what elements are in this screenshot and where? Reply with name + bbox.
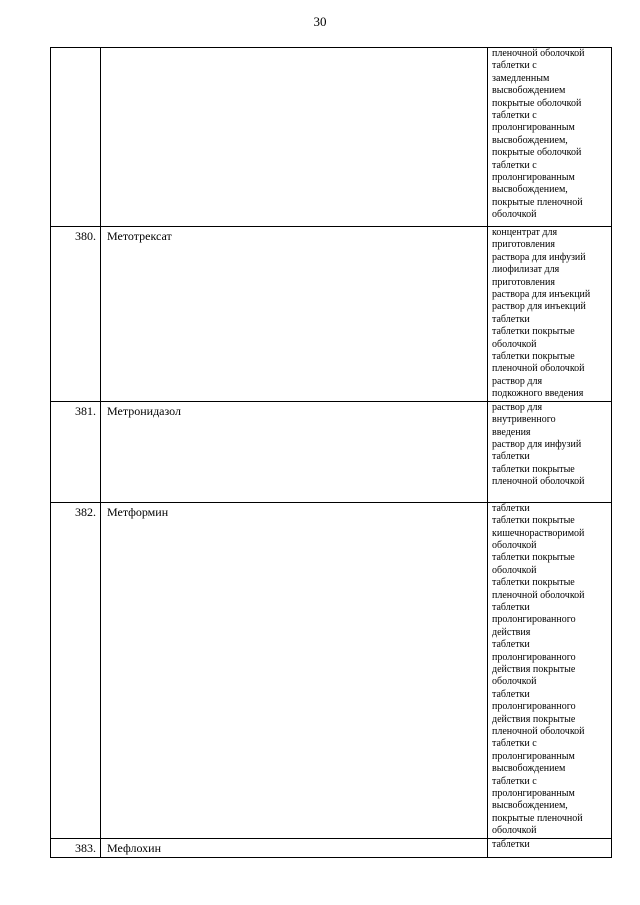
dosage-form-line: пролонгированного [492, 651, 576, 663]
dosage-form-line: таблетки с [492, 60, 537, 72]
dosage-form-line: внутривенного [492, 414, 556, 426]
dosage-form-line: таблетки покрытые [492, 515, 575, 527]
dosage-form-line: пленочной оболочкой [492, 48, 585, 59]
dosage-form-line: пролонгированным [492, 750, 575, 762]
dosage-form-line: высвобождением, [492, 800, 568, 812]
dosage-form-line: оболочкой [492, 564, 537, 576]
dosage-form-line: лиофилизат для [492, 264, 560, 276]
dosage-form-line: оболочкой [492, 676, 537, 688]
page-number: 30 [313, 14, 327, 29]
dosage-form-line: раствор для инфузий [492, 438, 582, 450]
dosage-form-line: пленочной оболочкой [492, 726, 585, 737]
dosage-form-line: раствор для [492, 375, 543, 387]
dosage-forms [488, 48, 612, 227]
dosage-form-line: концентрат для [492, 227, 558, 238]
dosage-form-line: пролонгированного [492, 614, 576, 626]
dosage-form-line: высвобождением [492, 85, 566, 97]
dosage-form-line: пленочной оболочкой [492, 476, 585, 488]
dosage-form-line: пролонгированного [492, 701, 576, 713]
dosage-form-line: высвобождением, [492, 184, 568, 196]
drug-name: Метформин [101, 502, 488, 838]
table-row [51, 838, 612, 857]
dosage-form-line: раствора для инъекций [492, 289, 591, 301]
dosage-forms [488, 401, 612, 502]
dosage-form-line: действия покрытые [492, 663, 576, 675]
row-number: 382. [51, 502, 101, 838]
dosage-forms [488, 502, 612, 838]
drug-table-body [51, 48, 612, 858]
dosage-form-line: приготовления [492, 276, 555, 288]
table-row [51, 401, 612, 502]
dosage-form-line: кишечнорастворимой [492, 527, 585, 539]
dosage-form-line: оболочкой [492, 338, 537, 350]
row-number: 380. [51, 227, 101, 402]
dosage-form-line: покрытые оболочкой [492, 97, 582, 109]
table-row [51, 227, 612, 402]
dosage-form-line: таблетки [492, 451, 530, 463]
dosage-form-line: действия покрытые [492, 713, 576, 725]
dosage-form-line: замедленным [492, 72, 550, 84]
dosage-form-line: таблетки с [492, 775, 537, 787]
dosage-form-line: таблетки покрытые [492, 351, 575, 363]
dosage-form-line: таблетки покрытые [492, 463, 575, 475]
dosage-form-line: таблетки [492, 601, 530, 613]
dosage-form-line: таблетки с [492, 159, 537, 171]
dosage-form-line: приготовления [492, 239, 555, 251]
dosage-form-line: высвобождением [492, 763, 566, 775]
dosage-form-line: таблетки покрытые [492, 552, 575, 564]
row-number: 381. [51, 401, 101, 502]
dosage-form-line: подкожного введения [492, 388, 584, 400]
row-number: 383. [51, 838, 101, 857]
drug-table [50, 47, 612, 858]
dosage-forms [488, 227, 612, 402]
dosage-form-line: действия [492, 626, 531, 638]
dosage-form-line: пленочной оболочкой [492, 589, 585, 601]
drug-name: Метотрексат [101, 227, 488, 402]
dosage-form-line: покрытые оболочкой [492, 147, 582, 159]
dosage-form-line: таблетки [492, 688, 530, 700]
dosage-form-line: таблетки [492, 313, 530, 325]
dosage-form-line: оболочкой [492, 825, 537, 837]
table-row [51, 48, 612, 227]
dosage-form-line: пролонгированным [492, 172, 575, 184]
drug-name: Мефлохин [101, 838, 488, 857]
dosage-forms [488, 838, 612, 857]
dosage-form-line: оболочкой [492, 209, 537, 221]
dosage-form-line: таблетки с [492, 110, 537, 122]
table-row [51, 502, 612, 838]
dosage-form-line: таблетки покрытые [492, 577, 575, 589]
dosage-form-line: высвобождением, [492, 134, 568, 146]
dosage-form-line: таблетки [492, 838, 530, 850]
dosage-form-line: раствор для [492, 401, 543, 413]
row-number [51, 48, 101, 227]
dosage-form-line: таблетки с [492, 738, 537, 750]
dosage-form-line: раствор для инъекций [492, 301, 586, 313]
dosage-form-line: оболочкой [492, 539, 537, 551]
dosage-form-line: таблетки [492, 639, 530, 651]
dosage-form-line: раствора для инфузий [492, 251, 586, 263]
dosage-form-line: пролонгированным [492, 788, 575, 800]
dosage-form-line: покрытые пленочной [492, 812, 583, 824]
dosage-form-line: пролонгированным [492, 122, 575, 134]
drug-name: Метронидазол [101, 401, 488, 502]
dosage-form-line: покрытые пленочной [492, 196, 583, 208]
dosage-form-line: пленочной оболочкой [492, 363, 585, 375]
drug-name [101, 48, 488, 227]
dosage-form-line: таблетки [492, 502, 530, 514]
dosage-form-line: таблетки покрытые [492, 326, 575, 338]
dosage-form-line: введения [492, 426, 531, 438]
